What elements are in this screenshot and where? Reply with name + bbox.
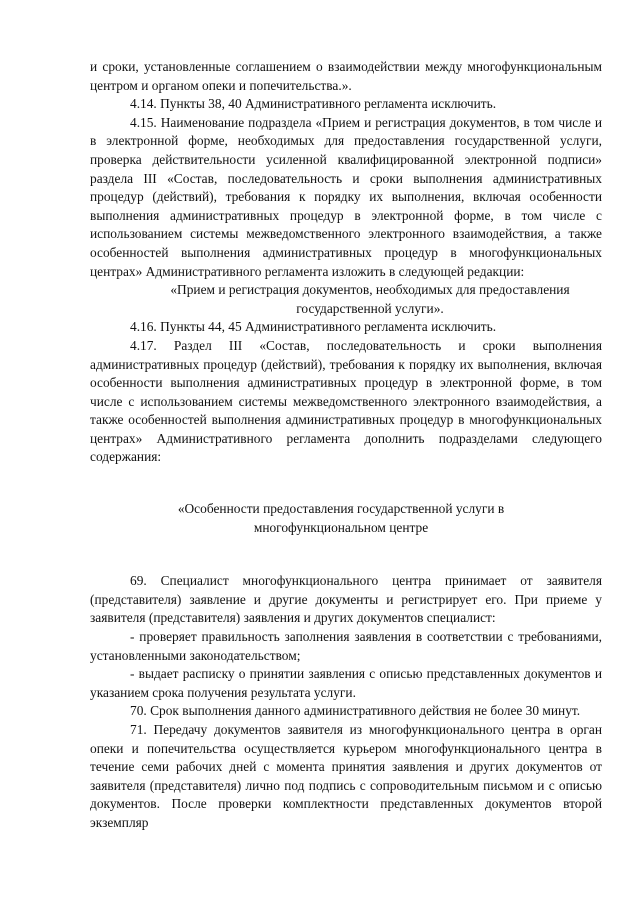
paragraph-4-14: 4.14. Пункты 38, 40 Административного регламента исключить. [130,96,497,112]
paragraph-4-16: 4.16. Пункты 44, 45 Административного регламента исключить. [130,319,497,335]
paragraph-continuation: и сроки, установленные соглашением о взаимодействии между многофункциональным центром и органом опеки и попечительства.». [90,59,602,93]
paragraph-71: 71. Передачу документов заявителя из многофункционального центра в орган опеки и попечительства осуществляется курьером многофункционального центра в течение семи рабочих дней с момента принятия заявления и других документов от заявителя (представителя) лично под подпись с сопроводительным письмом и с описью документов. После проверки комплектности представленных документов второй экземпляр [90,722,602,830]
document-body [90,58,602,833]
paragraph-70: 70. Срок выполнения данного административного действия не более 30 минут. [130,703,581,719]
quoted-subsection-title: «Прием и регистрация документов, необходимых для предоставления государственной услуги». [170,282,570,316]
subsection-heading: «Особенности предоставления государственной услуги в многофункциональном центре [177,501,505,535]
paragraph-4-15: 4.15. Наименование подраздела «Прием и регистрация документов, в том числе и в электронной форме, необходимых для предоставления государственной услуги, проверка действительности усиленной квалифицированной электронной подписи» раздела III «Состав, последовательность и сроки выполнения административных процедур (действий), требования к порядку их выполнения, включая особенности выполнения административных процедур в электронной форме, в том числе с использованием системы межведомственного электронного взаимодействия, а также особенностей выполнения административных процедур в многофункциональных центрах» Административного регламента изложить в следующей редакции: [90,114,602,279]
paragraph-4-17: 4.17. Раздел III «Состав, последовательность и сроки выполнения административных процедур (действий), требования к порядку их выполнения, включая особенности выполнения административных процедур в электронной форме, в том числе с использованием системы межведомственного электронного взаимодействия, а также особенностей выполнения административных процедур в многофункциональных центрах» Административного регламента дополнить подразделами следующего содержания: [90,337,602,465]
list-item-issue-receipt: - выдает расписку о принятии заявления с описью представленных документов и указанием срока получения результата услуги. [90,666,602,700]
list-item-check-application: - проверяет правильность заполнения заявления в соответствии с требованиями, установленными законодательством; [90,629,602,663]
paragraph-69: 69. Специалист многофункционального центра принимает от заявителя (представителя) заявление и другие документы и регистрирует его. При приеме у заявителя (представителя) заявления и других документов специалист: [90,573,602,626]
